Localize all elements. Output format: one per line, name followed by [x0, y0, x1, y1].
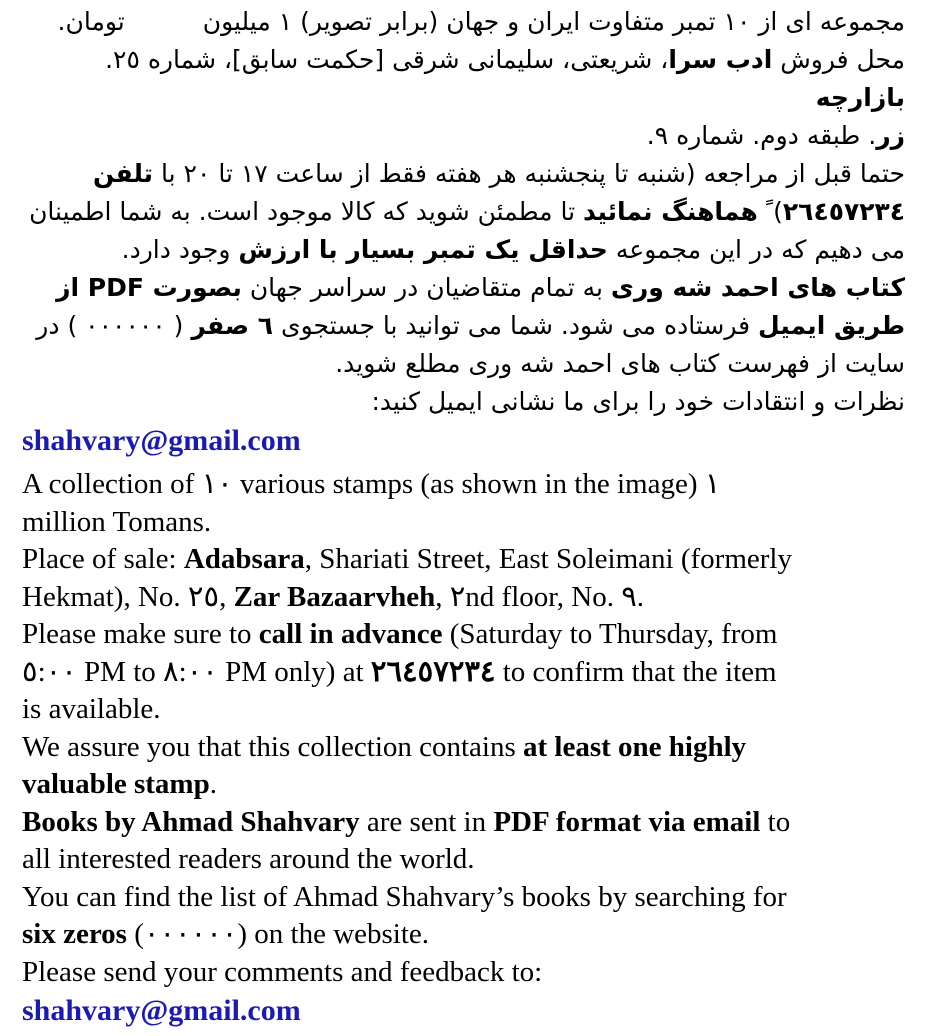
en-collection-line-1 [22, 466, 905, 504]
fa-books-line-3 [22, 345, 905, 383]
text-run: to [760, 805, 791, 838]
text-run: Adabsara [183, 543, 305, 575]
text-run: طریق ایمیل [758, 311, 905, 340]
email-link-top[interactable]: shahvary@gmail.com [22, 424, 301, 457]
en-books-line-2 [22, 841, 905, 879]
text-run: حتما قبل از مراجعه (شنبه تا پنجشنبه هر هفته فقط از ساعت ١٧ تا ٢٠ با [153, 159, 905, 188]
text-run: A collection of ١٠ various stamps (as shown in the image) ١ [22, 468, 721, 500]
text-run: Please send your comments and feedback to: [22, 955, 543, 988]
fa-assurance-line [22, 231, 905, 269]
text-run: ٦ صفر [191, 311, 274, 340]
text-run: Hekmat), No. ٢٥, [22, 580, 234, 613]
text-run: ) ً [757, 197, 783, 226]
text-run: six zeros [22, 918, 127, 950]
text-run: محل فروش [772, 45, 905, 74]
en-address-line-1 [22, 541, 905, 579]
persian-ad-text [22, 3, 905, 421]
en-address-line-2 [22, 579, 905, 617]
text-run: is available. [22, 693, 161, 725]
text-run: PDF format via email [493, 805, 761, 838]
text-run: ٥:٠٠ PM to ٨:٠٠ PM only) at [22, 655, 371, 688]
text-run: سایت از فهرست کتاب های احمد شه وری مطلع شوید. [335, 349, 905, 378]
fa-call-line-1 [22, 155, 905, 193]
text-run: to confirm that the item [495, 655, 777, 688]
text-run: million Tomans. [22, 505, 212, 538]
text-run: می دهیم که در این مجموعه [607, 235, 905, 264]
fa-price-line [22, 3, 905, 41]
text-run: فرستاده می شود. شما می توانید با جستجوی [273, 311, 759, 340]
text-run: تا مطمئن شوید که کالا موجود است. به شما اطمینان [29, 197, 583, 226]
text-run: . طبقه دوم. شماره ٩. [646, 121, 877, 150]
text-run: به تمام متقاضیان در سراسر جهان [241, 273, 611, 302]
text-run: ( ٠٠٠٠٠٠ ) در [36, 311, 192, 340]
fa-call-line-2 [22, 193, 905, 231]
text-run: Please make sure to [22, 618, 259, 650]
text-run: call in advance [258, 618, 443, 650]
email-line-top [22, 421, 905, 466]
email-line-bottom [22, 991, 905, 1036]
text-run: نظرات و انتقادات خود را برای ما نشانی ایمیل کنید: [371, 387, 905, 416]
phone-number: ٢٦٤٥٧٢٣٤ [370, 655, 496, 688]
fa-feedback-line [22, 383, 905, 421]
fa-address-line-1 [22, 41, 905, 117]
fa-books-line-2 [22, 307, 905, 345]
text-run: You can find the list of Ahmad Shahvary’s books by searching for [22, 880, 787, 913]
text-run: are sent in [359, 805, 494, 838]
text-run: , ٢nd floor, No. ٩. [435, 580, 645, 613]
text-run: حداقل یک تمبر بسیار با ارزش [238, 235, 608, 264]
en-search-line-1 [22, 879, 905, 917]
en-assurance-line-2 [22, 766, 905, 804]
en-books-line-1 [22, 804, 905, 842]
text-run: Zar Bazaarvheh [233, 580, 436, 613]
en-feedback-line [22, 954, 905, 992]
text-run: وجود دارد. [121, 235, 239, 264]
text-run: تلفن [92, 159, 154, 188]
fa-address-line-2 [22, 117, 905, 155]
text-run: کتاب های احمد شه وری [610, 273, 905, 302]
text-run: We assure you that this collection contains [22, 730, 524, 763]
text-run: all interested readers around the world. [22, 843, 475, 875]
en-call-line-2 [22, 654, 905, 692]
phone-number: ٢٦٤٥٧٢٣٤ [782, 197, 905, 226]
text-run: (Saturday to Thursday, from [442, 618, 778, 650]
en-search-line-2 [22, 916, 905, 954]
en-assurance-line-1 [22, 729, 905, 767]
en-collection-line-2 [22, 504, 905, 542]
text-run: , Shariati Street, East Soleimani (formerly [304, 543, 792, 575]
en-call-line-1 [22, 616, 905, 654]
text-run: ادب سرا [668, 45, 773, 74]
text-run: ، شریعتی، سلیمانی شرقی [حکمت سابق]، شماره ٢٥. [105, 45, 669, 74]
text-run: بصورت PDF از [56, 273, 242, 302]
text-run: . [209, 768, 217, 800]
text-run: (٠٠٠٠٠٠) on the website. [126, 918, 430, 950]
text-run: Place of sale: [22, 543, 184, 575]
text-run: زر [876, 121, 905, 150]
text-run: valuable stamp [22, 768, 210, 800]
email-link-bottom[interactable]: shahvary@gmail.com [22, 994, 301, 1027]
english-ad-text [22, 466, 905, 991]
text-run: Books by Ahmad Shahvary [22, 805, 360, 838]
text-run: بازارچه [815, 83, 905, 112]
en-call-line-3 [22, 691, 905, 729]
text-run: هماهنگ نمائید [583, 197, 758, 226]
fa-books-line-1 [22, 269, 905, 307]
text-run: مجموعه ای از ١٠ تمبر متفاوت ایران و جهان (برابر تصویر) ١ میلیون [202, 7, 905, 36]
text-run: تومان. [57, 7, 125, 36]
text-run: at least one highly [523, 730, 747, 763]
